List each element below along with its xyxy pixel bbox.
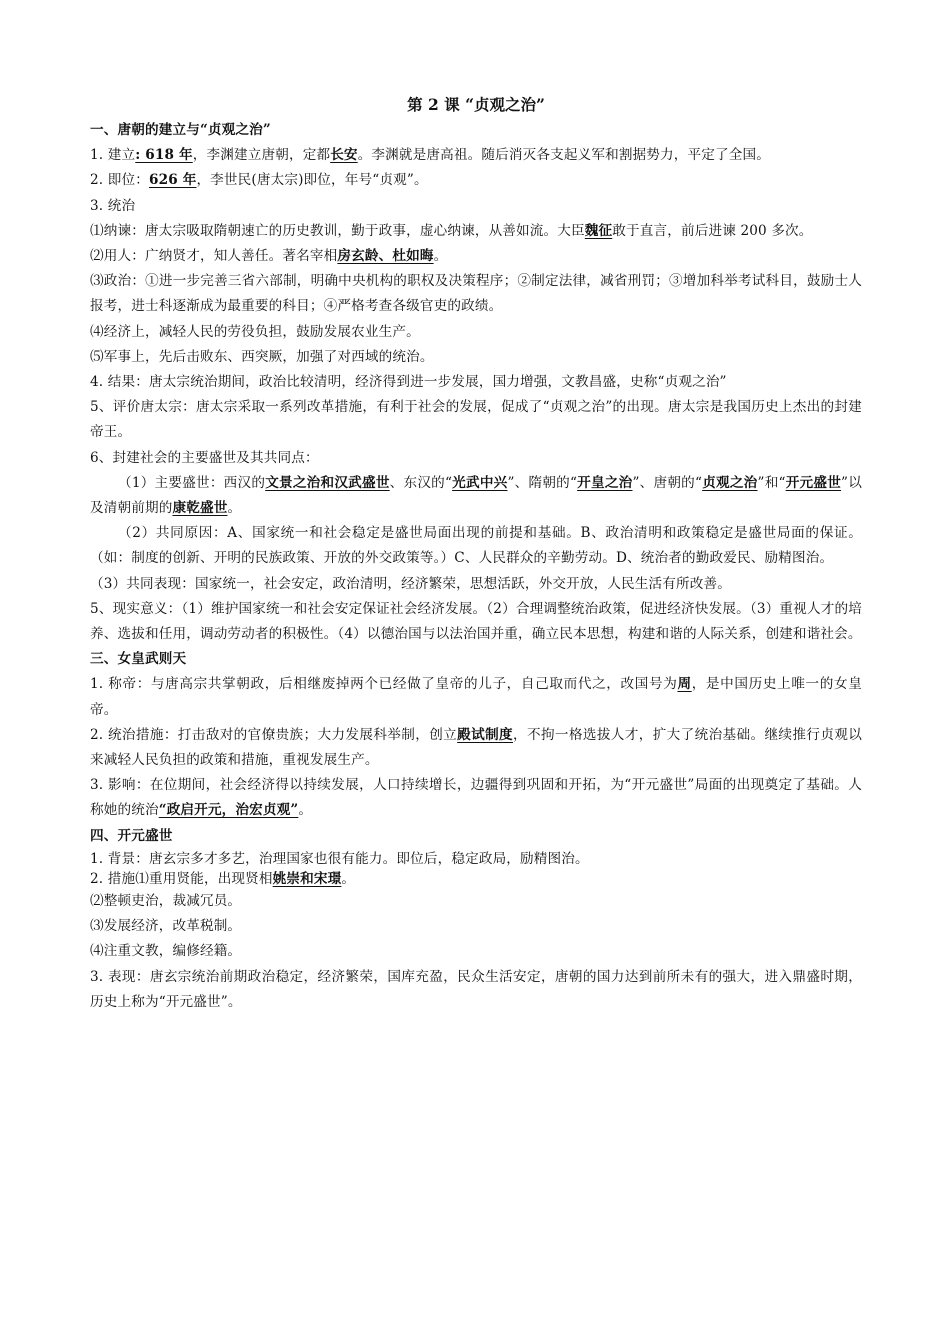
para-evaluation: 5、评价唐太宗：唐太宗采取一系列改革措施，有利于社会的发展，促成了“贞观之治”的出现。唐太宗是我国历史上杰出的封建帝王。	[90, 399, 862, 441]
key-term-yao-song: 姚崇和宋璟	[272, 870, 342, 887]
para-golden-ages-heading: 6、封建社会的主要盛世及其共同点：	[90, 449, 319, 466]
para-kaiyuan-measures: 2. 措施⑴重用贤能，出现贤相姚崇和宋璟。	[90, 870, 356, 887]
document-page	[90, 92, 862, 1015]
key-term-weizheng: 魏征	[584, 222, 613, 239]
para-golden-ages: （1）主要盛世：西汉的文景之治和汉武盛世、东汉的“光武中兴”、隋朝的“开皇之治”、唐朝的“贞观之治”和“开元盛世”以及清朝前期的康乾盛世。	[90, 474, 862, 517]
key-term-618: : 618 年	[135, 147, 193, 164]
para-kaiyuan-m2: ⑵整顿吏治，裁减冗员。	[90, 892, 242, 909]
para-rule-heading: 3. 统治	[90, 197, 136, 214]
para-remonstrance: ⑴纳谏：唐太宗吸取隋朝速亡的历史教训，勤于政事，虚心纳谏，从善如流。大臣魏征敢于直言，前后进谏 200 多次。	[90, 222, 813, 239]
para-economy: ⑷经济上，减轻人民的劳役负担，鼓励发展农业生产。	[90, 323, 420, 340]
key-term-626: 626 年	[148, 172, 197, 189]
para-kaiyuan-m3: ⑶发展经济，改革税制。	[90, 918, 242, 935]
para-founding: 1. 建立: 618 年，李渊建立唐朝，定都长安。李渊就是唐高祖。随后消灭各支起义军和割据势力，平定了全国。	[90, 147, 770, 164]
para-result: 4. 结果：唐太宗统治期间，政治比较清明，经济得到进一步发展，国力增强，文教昌盛，史称“贞观之治”	[90, 374, 727, 391]
para-empress-impact: 3. 影响：在位期间，社会经济得以持续发展，人口持续增长，边疆得到巩固和开拓，为“开元盛世”局面的出现奠定了基础。人称她的统治“政启开元，治宏贞观”。	[90, 777, 862, 819]
para-empress-measures: 2. 统治措施：打击敌对的官僚贵族；大力发展科举制，创立殿试制度，不拘一格选拔人才，扩大了统治基础。继续推行贞观以来减轻人民负担的政策和措施，重视发展生产。	[90, 726, 862, 769]
section-heading-3: 三、女皇武则天	[90, 651, 187, 668]
para-common-features: （3）共同表现：国家统一，社会安定，政治清明，经济繁荣，思想活跃，外交开放，人民生活有所改善。	[90, 575, 732, 592]
lesson-title: 第 2 课 “贞观之治”	[407, 95, 545, 114]
para-kaiyuan-m4: ⑷注重文教，编修经籍。	[90, 943, 242, 960]
key-term-palace-exam: 殿试制度	[457, 726, 514, 743]
para-kaiyuan-background: 1. 背景：唐玄宗多才多艺，治理国家也很有能力。即位后，稳定政局，励精图治。	[90, 850, 589, 867]
para-kaiyuan-performance: 3. 表现：唐玄宗统治前期政治稳定，经济繁荣，国库充盈，民众生活安定，唐朝的国力达到前所未有的强大，进入鼎盛时期，历史上称为“开元盛世”。	[90, 968, 862, 1010]
para-significance: 5、现实意义：（1）维护国家统一和社会安定保证社会经济发展。（2）合理调整统治政策，促进经济快发展。（3）重视人才的培养、选拔和任用，调动劳动者的积极性。（4）以德治国与以法治国并重，确立民本思想，构建和谐的人际关系，创建和谐社会。	[90, 600, 862, 643]
section-heading-4: 四、开元盛世	[90, 827, 173, 844]
key-term-ministers: 房玄龄、杜如晦	[337, 248, 434, 265]
key-term-changan: 长安	[330, 147, 358, 164]
para-military: ⑸军事上，先后击败东、西突厥，加强了对西域的统治。	[90, 348, 434, 365]
para-empress: 1. 称帝：与唐高宗共掌朝政，后相继废掉两个已经做了皇帝的儿子，自己取而代之，改国号为周，是中国历史上唯一的女皇帝。	[90, 676, 862, 718]
para-common-causes: （2）共同原因：A、国家统一和社会稳定是盛世局面出现的前提和基础。B、政治清明和政策稳定是盛世局面的保证。（如：制度的创新、开明的民族政策、开放的外交政策等。）C、人民群众的辛勤劳动。D、统治者的勤政爱民、励精图治。	[90, 525, 862, 567]
para-politics: ⑶政治：①进一步完善三省六部制，明确中央机构的职权及决策程序；②制定法律，减省刑罚；③增加科举考试科目，鼓励士人报考，进士科逐渐成为最重要的科目；④严格考查各级官吏的政绩。	[90, 273, 862, 315]
key-term-zhou: 周	[677, 676, 692, 693]
key-term-quote: “政启开元，治宏贞观”	[158, 802, 299, 819]
section-heading-1: 一、唐朝的建立与“贞观之治”	[90, 122, 271, 138]
para-accession: 2. 即位：626 年，李世民(唐太宗)即位，年号“贞观”。	[90, 172, 428, 189]
para-employment: ⑵用人：广纳贤才，知人善任。著名宰相房玄龄、杜如晦。	[90, 248, 448, 265]
